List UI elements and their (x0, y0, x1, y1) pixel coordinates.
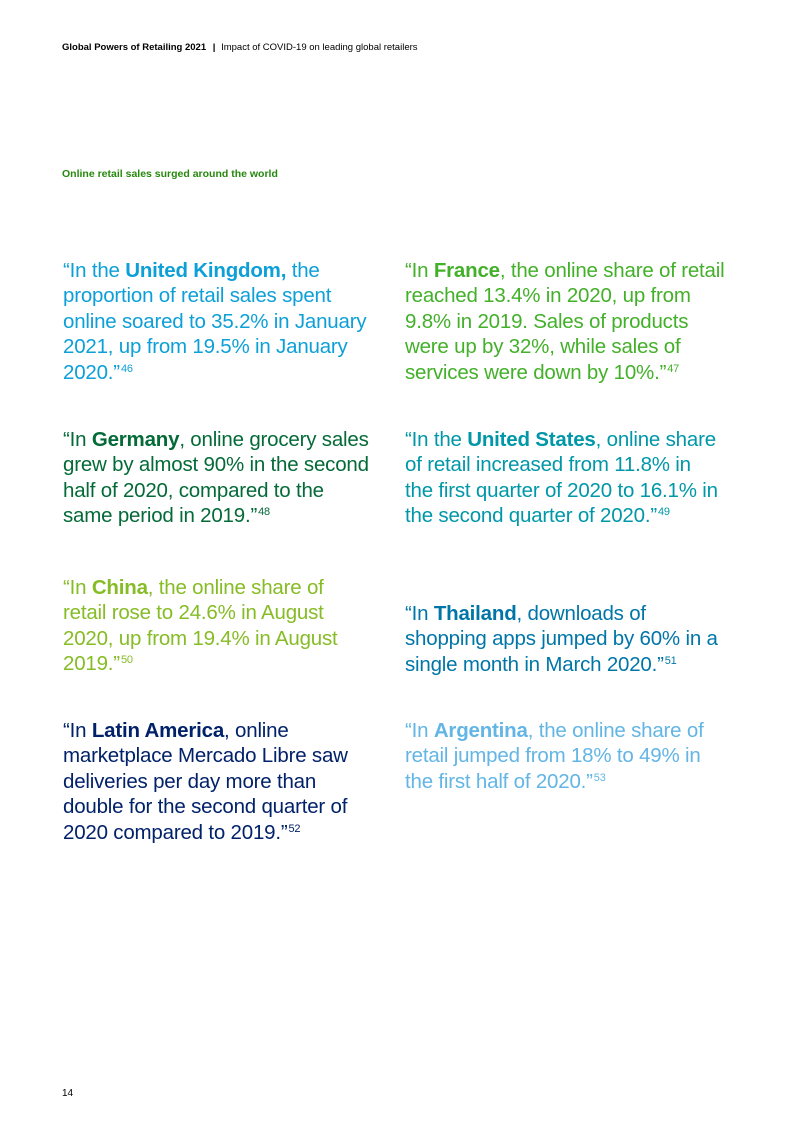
footnote-ref: 53 (593, 771, 606, 784)
quote-region: Germany (91, 428, 180, 451)
footnote-ref: 49 (657, 506, 670, 519)
quote-prefix: “In the (63, 259, 126, 282)
quote-prefix: “In (405, 259, 434, 282)
quote-region: Argentina (433, 719, 528, 742)
footnote-ref: 50 (120, 654, 133, 667)
quote-body: , the online share of retail jumped from 18% to 49% in the first half of 2020.” (405, 719, 704, 793)
quote-region: United States (467, 428, 596, 451)
quote-body: , online grocery sales grew by almost 90% in the second half of 2020, compared to the same period in 2019.” (63, 428, 369, 528)
footnote-ref: 51 (664, 654, 677, 667)
footnote-ref: 47 (667, 362, 680, 375)
quote-prefix: “In (63, 576, 92, 599)
header-separator: | (212, 42, 216, 53)
quote-germany (63, 427, 373, 529)
quote-france (405, 258, 735, 385)
quote-latin-america (63, 718, 379, 845)
footnote-ref: 52 (288, 822, 301, 835)
report-subtitle: Impact of COVID-19 on leading global retailers (221, 42, 418, 53)
quote-region: Thailand (433, 602, 517, 625)
footnote-ref: 48 (258, 506, 270, 519)
quote-thailand (405, 601, 723, 677)
quote-body: , online share of retail increased from 11.8% in the first quarter of 2020 to 16.1% in the second quarter of 2020.” (405, 428, 718, 528)
quote-china (63, 575, 363, 677)
page-number: 14 (62, 1088, 74, 1099)
quote-prefix: “In (405, 719, 434, 742)
running-header (62, 42, 418, 53)
quote-prefix: “In (63, 428, 92, 451)
quote-united-states (405, 427, 723, 529)
quote-uk (63, 258, 373, 385)
footnote-ref: 46 (120, 362, 133, 375)
quote-region: China (91, 576, 148, 599)
quote-body: , downloads of shopping apps jumped by 60% in a single month in March 2020.” (405, 602, 718, 676)
section-title: Online retail sales surged around the world (62, 168, 278, 180)
quote-body: , the online share of retail reached 13.4% in 2020, up from 9.8% in 2019. Sales of products were up by 32%, while sales of services were down by 10%.” (405, 259, 725, 384)
quote-prefix: “In (63, 719, 92, 742)
quote-prefix: “In the (405, 428, 468, 451)
quote-region: France (433, 259, 500, 282)
quote-body: , the online share of retail rose to 24.6% in August 2020, up from 19.4% in August 2019.” (63, 576, 338, 676)
quote-argentina (405, 718, 730, 794)
quote-body: the proportion of retail sales spent online soared to 35.2% in January 2021, up from 19.5% in January 2020.” (63, 259, 367, 384)
quote-prefix: “In (405, 602, 434, 625)
quote-body: , online marketplace Mercado Libre saw deliveries per day more than double for the second quarter of 2020 compared to 2019.” (63, 719, 348, 844)
report-title: Global Powers of Retailing 2021 (62, 42, 207, 53)
quote-region: Latin America (91, 719, 225, 742)
quote-region: United Kingdom, (125, 259, 287, 282)
